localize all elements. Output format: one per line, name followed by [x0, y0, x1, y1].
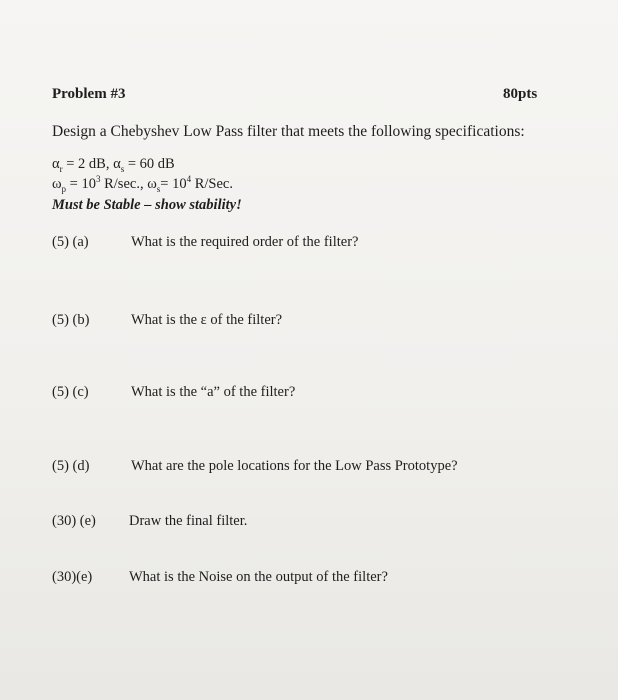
alpha-s-value: = 60 dB: [124, 156, 175, 172]
alpha-symbol: α: [52, 156, 60, 172]
superscript-4: 4: [186, 174, 192, 185]
question-text: What is the ε of the filter?: [131, 312, 283, 328]
problem-points: 80pts: [503, 86, 538, 102]
question-text: Draw the final filter.: [129, 513, 248, 529]
question-label: (5) (a): [52, 234, 89, 250]
subscript-p: p: [61, 183, 67, 194]
problem-title: Problem #3: [52, 86, 126, 102]
question-text: What is the “a” of the filter?: [131, 384, 296, 400]
superscript-3: 3: [95, 174, 101, 185]
question-label: (5) (b): [52, 312, 90, 328]
omega-s-unit: R/Sec.: [191, 176, 233, 192]
problem-intro: Design a Chebyshev Low Pass filter that meets the following specifications:: [52, 123, 525, 140]
stability-requirement: Must be Stable – show stability!: [52, 197, 242, 213]
question-text: What is the Noise on the output of the filter?: [129, 569, 388, 585]
question-label: (5) (c): [52, 384, 89, 400]
omega-p-unit: R/sec.,: [100, 176, 148, 192]
subscript-s: s: [156, 183, 161, 194]
spec-attenuation: [52, 156, 175, 173]
omega-symbol: ω: [52, 176, 62, 192]
alpha-r-value: = 2 dB,: [62, 156, 114, 172]
subscript-s: s: [120, 163, 125, 174]
omega-s-value: = 10: [160, 176, 187, 192]
question-text: What is the required order of the filter?: [131, 234, 359, 250]
question-label: (30) (e): [52, 513, 96, 529]
alpha-symbol: α: [113, 156, 121, 172]
spec-frequencies: [52, 176, 233, 193]
question-text: What are the pole locations for the Low Pass Prototype?: [131, 458, 458, 474]
question-label: (5) (d): [52, 458, 90, 474]
omega-p-value: = 10: [66, 176, 96, 192]
subscript-r: r: [59, 163, 63, 174]
question-label: (30)(e): [52, 569, 93, 585]
omega-symbol: ω: [147, 176, 157, 192]
